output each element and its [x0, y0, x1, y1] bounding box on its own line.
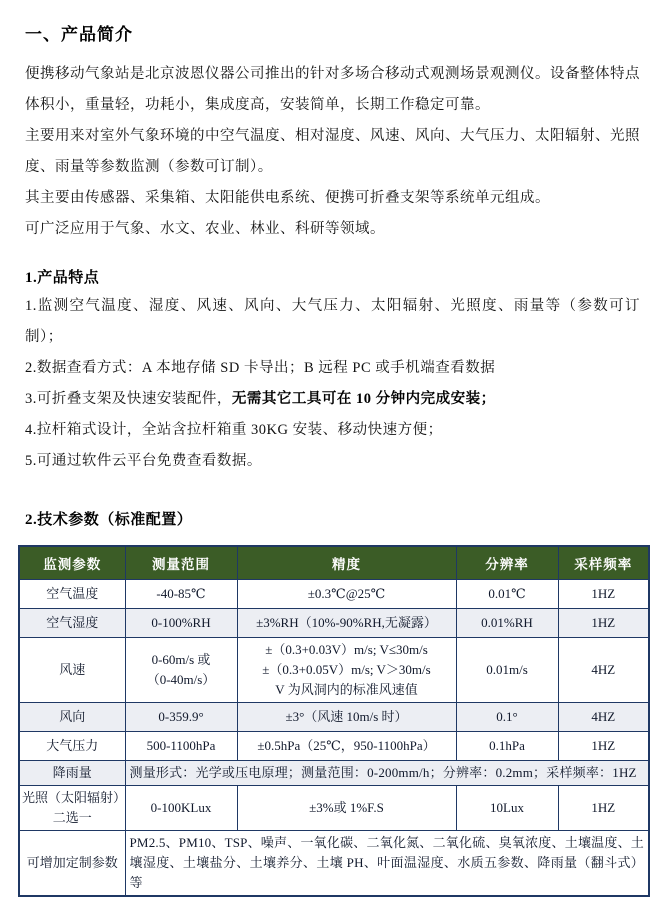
- column-header-range: 测量范围: [125, 546, 237, 580]
- cell-line: 二选一: [52, 810, 92, 825]
- cell-param: 降雨量: [19, 761, 125, 786]
- cell-resolution: 0.01m/s: [456, 638, 558, 703]
- cell-range: [125, 638, 237, 703]
- cell-line: （0-40m/s）: [146, 672, 216, 687]
- cell-frequency: 1HZ: [558, 732, 649, 761]
- cell-range: 0-100KLux: [125, 786, 237, 831]
- intro-paragraph: 主要用来对室外气象环境的中空气温度、相对湿度、风速、风向、大气压力、太阳辐射、光照度、雨量等参数监测（参数可订制）。: [25, 128, 640, 175]
- cell-merged-custom-params: PM2.5、PM10、TSP、噪声、一氧化碳、二氧化氮、二氧化硫、臭氧浓度、土壤温度、土壤湿度、土壤盐分、土壤养分、土壤 PH、叶面温湿度、水质五参数、降雨量（翻斗式）等: [125, 831, 649, 897]
- column-header-accuracy: 精度: [237, 546, 456, 580]
- cell-merged-rainfall-spec: 测量形式：光学或压电原理；测量范围：0-200mm/h；分辨率：0.2mm；采样频率：1HZ: [125, 761, 649, 786]
- cell-frequency: 1HZ: [558, 580, 649, 609]
- cell-range: 0-100%RH: [125, 609, 237, 638]
- intro-paragraph: 可广泛应用于气象、水文、农业、林业、科研等领域。: [25, 221, 385, 237]
- cell-param: 空气湿度: [19, 609, 125, 638]
- feature-item: 4.拉杆箱式设计，全站含拉杆箱重 30KG 安装、移动快速方便；: [25, 422, 443, 438]
- cell-frequency: 1HZ: [558, 786, 649, 831]
- cell-line: 0-60m/s 或: [151, 652, 211, 667]
- table-header-row: [19, 546, 649, 580]
- intro-paragraph: 便携移动气象站是北京波恩仪器公司推出的针对多场合移动式观测场景观测仪。设备整体特点体积小，重量轻，功耗小，集成度高，安装简单，长期工作稳定可靠。: [25, 66, 640, 113]
- spec-table: [18, 545, 650, 897]
- cell-param: [19, 786, 125, 831]
- table-row-wind-direction: [19, 703, 649, 732]
- specs-heading: 2.技术参数（标准配置）: [25, 512, 193, 528]
- cell-accuracy: [237, 638, 456, 703]
- table-row-rainfall: [19, 761, 649, 786]
- cell-param: 风速: [19, 638, 125, 703]
- cell-param: 大气压力: [19, 732, 125, 761]
- cell-resolution: 0.01%RH: [456, 609, 558, 638]
- column-header-resolution: 分辨率: [456, 546, 558, 580]
- cell-resolution: 0.1°: [456, 703, 558, 732]
- cell-accuracy: ±0.5hPa（25℃，950-1100hPa）: [237, 732, 456, 761]
- feature-item-highlight: 无需其它工具可在 10 分钟内完成安装；: [231, 391, 496, 407]
- cell-frequency: 4HZ: [558, 703, 649, 732]
- feature-item-text: 3.可折叠支架及快速安装配件，: [25, 391, 232, 407]
- features-heading: 1.产品特点: [25, 270, 100, 286]
- feature-item: [25, 384, 640, 415]
- cell-accuracy: ±3°（风速 10m/s 时）: [237, 703, 456, 732]
- cell-param: 空气温度: [19, 580, 125, 609]
- table-row-air-temp: [19, 580, 649, 609]
- cell-frequency: 1HZ: [558, 609, 649, 638]
- table-row-air-pressure: [19, 732, 649, 761]
- feature-item: 2.数据查看方式：A 本地存储 SD 卡导出；B 远程 PC 或手机端查看数据: [25, 360, 496, 376]
- feature-item: 5.可通过软件云平台免费查看数据。: [25, 453, 262, 469]
- cell-resolution: 10Lux: [456, 786, 558, 831]
- cell-resolution: 0.01℃: [456, 580, 558, 609]
- cell-range: 500-1100hPa: [125, 732, 237, 761]
- cell-param: 可增加定制参数: [19, 831, 125, 897]
- page-title: 一、产品简介: [25, 25, 133, 44]
- intro-paragraph: 其主要由传感器、采集箱、太阳能供电系统、便携可折叠支架等系统单元组成。: [25, 190, 550, 206]
- cell-range: 0-359.9°: [125, 703, 237, 732]
- column-header-param: 监测参数: [19, 546, 125, 580]
- cell-accuracy: ±3%RH（10%-90%RH,无凝露）: [237, 609, 456, 638]
- cell-param: 风向: [19, 703, 125, 732]
- cell-accuracy: ±3%或 1%F.S: [237, 786, 456, 831]
- cell-line: ±（0.3+0.05V）m/s; V＞30m/s: [262, 662, 431, 677]
- cell-resolution: 0.1hPa: [456, 732, 558, 761]
- table-row-light: [19, 786, 649, 831]
- table-row-air-humidity: [19, 609, 649, 638]
- cell-line: 光照（太阳辐射）: [22, 790, 127, 805]
- feature-item: 1.监测空气温度、湿度、风速、风向、大气压力、太阳辐射、光照度、雨量等（参数可订制）；: [25, 298, 640, 345]
- table-row-wind-speed: [19, 638, 649, 703]
- cell-line: ±（0.3+0.03V）m/s; V≤30m/s: [265, 642, 428, 657]
- column-header-frequency: 采样频率: [558, 546, 649, 580]
- table-row-custom-params: [19, 831, 649, 897]
- cell-frequency: 4HZ: [558, 638, 649, 703]
- cell-range: -40-85℃: [125, 580, 237, 609]
- cell-line: V 为风洞内的标准风速值: [275, 682, 418, 697]
- cell-accuracy: ±0.3℃@25℃: [237, 580, 456, 609]
